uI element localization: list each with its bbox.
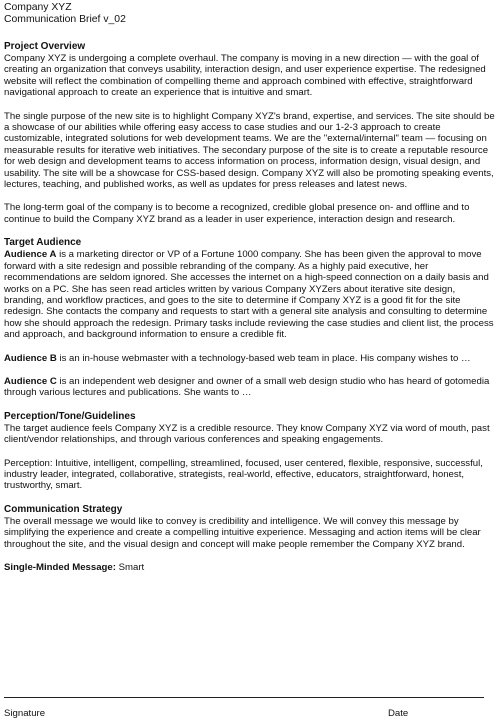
section-title-project-overview: Project Overview [4, 41, 86, 52]
strategy-paragraph: The overall message we would like to convey is credibility and intelligence. We will convey this message by simplifying the experience and create a compelling intuitive experience. Messaging and action items will be clear throughout the site, and the visual design and concept will make people remember the Company XYZ brand. [4, 515, 481, 550]
audience-c-label: Audience C [4, 375, 57, 387]
section-title-communication-strategy: Communication Strategy [4, 503, 123, 515]
communication-brief [4, 2, 496, 573]
message-label: Single-Minded Message: [4, 562, 116, 573]
company-name: Company XYZ [4, 2, 72, 13]
date-label: Date [388, 708, 409, 719]
audience-b-paragraph [4, 353, 496, 364]
audience-a-text: is a marketing director or VP of a Fortune 1000 company. She has been given the approval to move forward with a site redesign and possible rebranding of the company. As a highly paid executive, her recommendations are seldom ignored. She accesses the internet on a high-speed connection on a daily basis and works on a PC. She has seen read articles written by various Company XYZers about iterative site design, branding, and workflow practices, and goes to the site to determine if Company XYZ is a good fit for the site redesign. She contacts the company and requests to start with a general site analysis and consulting to determine how she should approach the redesign. Primary tasks include reviewing the case studies and client list, the process and approach, and background information to ensure a credible fit. [4, 249, 494, 341]
overview-paragraph-2: The single purpose of the new site is to highlight Company XYZ's brand, expertise, and services. The site should be a showcase of our abilities while offering easy access to case studies and our 1-2-3 approach to create customizable, integrated solutions for web development teams. We are the "external/internal" team — focusing on measurable results for iterative web initiatives. The secondary purpose of the site is to create a reputable resource for web design and development teams to access information on process, information design, visual design, and usability. The site will be a showcase for CSS-based design. Company XYZ will also be promoting speaking events, lectures, teaching, and published works, as well as updates for press releases and latest news. [4, 110, 495, 191]
audience-b-text: is an in-house webmaster with a technology-based web team in place. His company wishes to … [56, 352, 471, 364]
overview-paragraph-1: Company XYZ is undergoing a complete overhaul. The company is moving in a new direction — with the goal of creating an organization that conveys usability, interaction design, and user experience expertise. The redesigned website will reflect the combination of compelling theme and approach combined with effective, straightforward navigational approach to create an experience that is intuitive and smart. [4, 53, 486, 99]
audience-b-label: Audience B [4, 352, 57, 364]
document-title: Communication Brief v_02 [4, 14, 126, 25]
perception-paragraph-1: The target audience feels Company XYZ is a credible resource. They know Company XYZ via word of mouth, past client/vendor relationships, and through various conferences and speaking engagements. [4, 422, 490, 446]
single-minded-message [4, 562, 496, 573]
audience-c-paragraph [4, 376, 496, 399]
audience-c-text: is an independent web designer and owner of a small web design studio who has heard of gotomedia through various lectures and publications. She wants to … [4, 375, 490, 399]
audience-a-paragraph [4, 249, 496, 340]
perception-paragraph-2: Perception: Intuitive, intelligent, compelling, streamlined, focused, user centered, flexible, responsive, successful, industry leader, integrated, collaborative, strategists, real-world, effective, educators, straightforward, honest, trustworthy, smart. [4, 457, 483, 492]
message-value: Smart [115, 562, 145, 573]
section-title-target-audience: Target Audience [4, 237, 82, 249]
overview-paragraph-3: The long-term goal of the company is to become a recognized, credible global presence on- and offline and to continue to build the Company XYZ brand as a leader in user experience, interaction design and research. [4, 202, 470, 225]
section-title-perception: Perception/Tone/Guidelines [4, 410, 136, 422]
audience-a-label: Audience A [4, 249, 57, 261]
signature-label: Signature [4, 708, 46, 719]
signature-line [4, 697, 484, 698]
